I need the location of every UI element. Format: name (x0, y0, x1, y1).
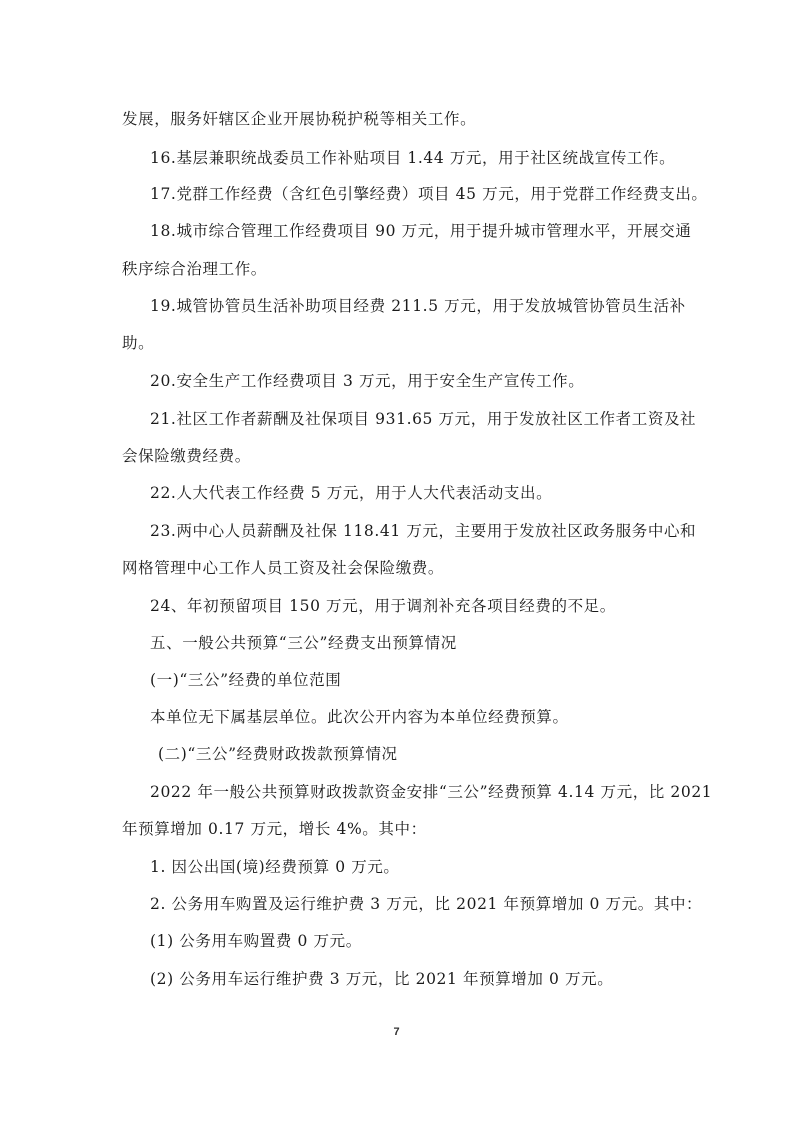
text-line: 23.两中心人员薪酬及社保 118.41 万元，主要用于发放社区政务服务中心和 (150, 522, 697, 540)
page-number: 7 (393, 1026, 400, 1038)
text-line: 本单位无下属基层单位。此次公开内容为本单位经费预算。 (150, 708, 569, 726)
list-item: 1. 因公出国(境)经费预算 0 万元。 (150, 858, 400, 876)
text-line: 16.基层兼职统战委员工作补贴项目 1.44 万元，用于社区统战宣传工作。 (150, 149, 676, 167)
text-line: 发展，服务奸辖区企业开展协税护税等相关工作。 (122, 110, 477, 128)
text-line: 网格管理中心工作人员工资及社会保险缴费。 (122, 559, 445, 577)
text-line: 2022 年一般公共预算财政拨款资金安排“三公”经费预算 4.14 万元，比 2021 (150, 783, 713, 801)
list-item: 2. 公务用车购置及运行维护费 3 万元，比 2021 年预算增加 0 万元。其中： (150, 895, 703, 913)
text-line: 18.城市综合管理工作经费项目 90 万元，用于提升城市管理水平，开展交通 (150, 222, 692, 240)
list-item: (1) 公务用车购置费 0 万元。 (150, 932, 362, 950)
text-line: 20.安全生产工作经费项目 3 万元，用于安全生产宣传工作。 (150, 372, 585, 390)
text-line: 21.社区工作者薪酬及社保项目 931.65 万元，用于发放社区工作者工资及社 (150, 410, 697, 428)
text-line: 秩序综合治理工作。 (122, 260, 267, 278)
text-line: 24、年初预留项目 150 万元，用于调剂补充各项目经费的不足。 (150, 597, 616, 615)
list-item: (2) 公务用车运行维护费 3 万元，比 2021 年预算增加 0 万元。 (150, 970, 614, 988)
section-heading: 五、一般公共预算“三公”经费支出预算情况 (150, 634, 457, 652)
subsection-heading: (一)“三公”经费的单位范围 (150, 671, 342, 689)
text-line: 年预算增加 0.17 万元，增长 4%。其中： (122, 820, 427, 838)
text-line: 22.人大代表工作经费 5 万元，用于人大代表活动支出。 (150, 484, 553, 502)
subsection-heading: (二)“三公”经费财政拨款预算情况 (158, 745, 398, 763)
text-line: 助。 (122, 334, 155, 352)
text-line: 19.城管协管员生活补助项目经费 211.5 万元，用于发放城管协管员生活补 (150, 297, 686, 315)
text-line: 会保险缴费经费。 (122, 447, 251, 465)
text-line: 17.党群工作经费（含红色引擎经费）项目 45 万元，用于党群工作经费支出。 (150, 185, 708, 203)
